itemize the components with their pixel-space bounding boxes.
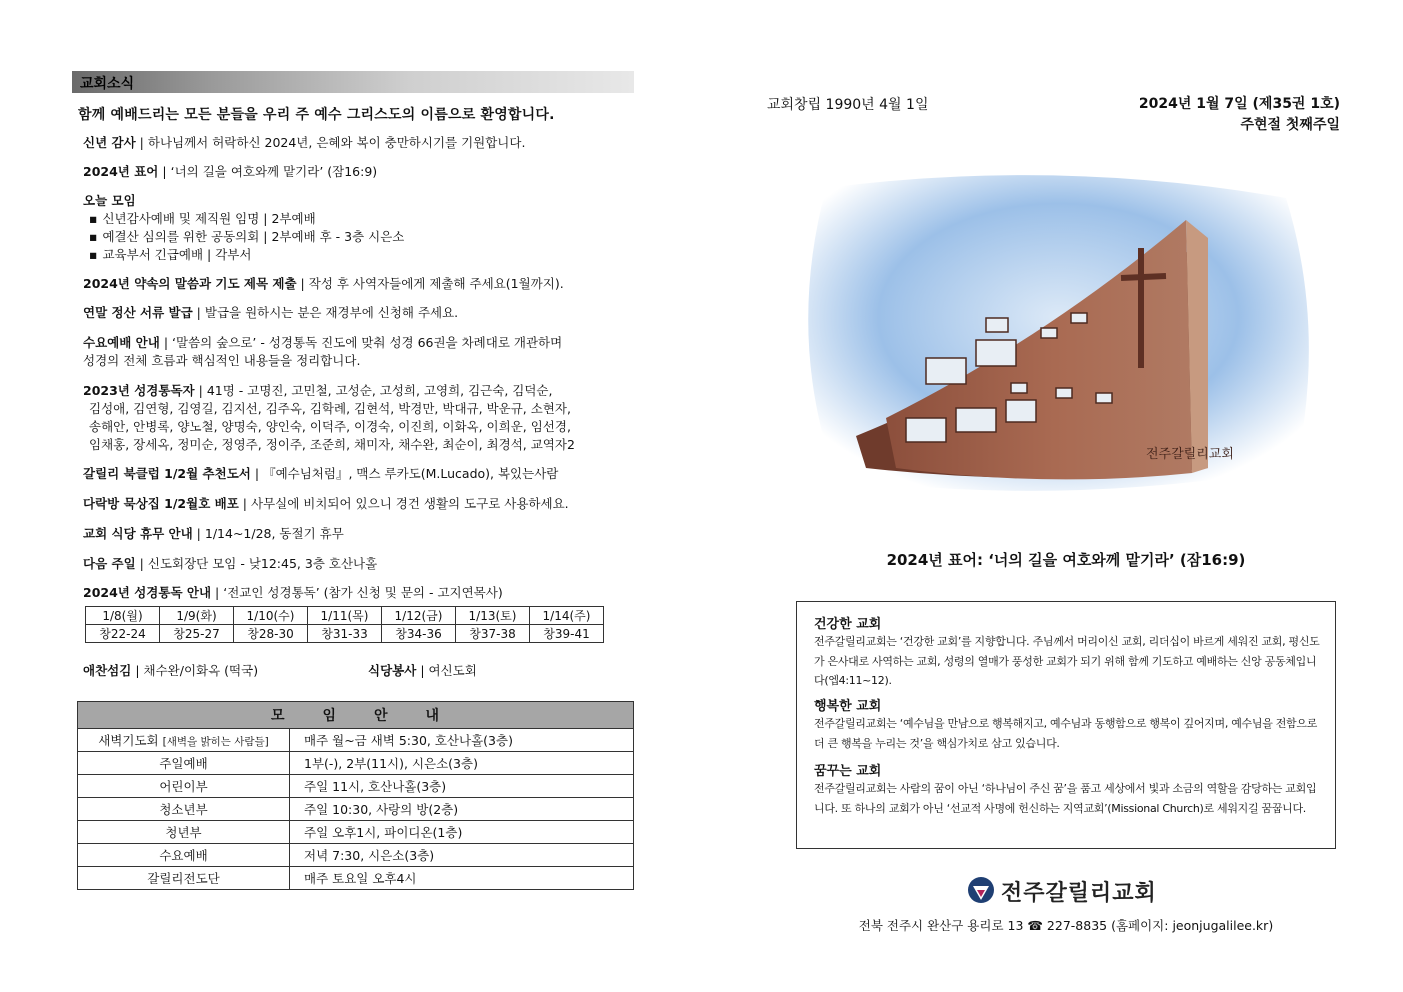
table-row: 1/8(월) 1/9(화) 1/10(수) 1/11(목) 1/12(금) 1/13(토) 1/14(주) (86, 607, 604, 625)
news-next-sunday: 다음 주일 | 신도회장단 모임 - 낮12:45, 3층 호산나홀 (83, 556, 378, 571)
welcome-message: 함께 예배드리는 모든 분들을 우리 주 예수 그리스도의 이름으로 환영합니다. (78, 107, 555, 123)
table-row: 주일예배 1부(-), 2부(11시), 시은소(3층) (78, 752, 634, 775)
news-wednesday: 수요예배 안내 | ‘말씀의 숲으로’ - 성경통독 진도에 맞춰 성경 66권을 차례대로 개관하며 성경의 전체 흐름과 핵심적인 내용들을 정리합니다. (83, 335, 563, 368)
list-item: ▪ 교육부서 긴급예배 | 각부서 (83, 246, 628, 264)
news-choir: 애찬섬김 | 채수완/이화옥 (떡국) (83, 663, 259, 678)
news-kitchen-service: 식당봉사 | 여신도회 (368, 663, 477, 678)
news-book: 갈릴리 북클럽 1/2월 추천도서 | 『예수님처럼』, 맥스 루카도(M.Lucado), 복있는사람 (83, 466, 559, 481)
news-new-year: 신년 감사 | 하나님께서 허락하신 2024년, 은혜와 복이 충만하시기를 기원합니다. (83, 135, 526, 150)
list-item: ▪ 예결산 심의를 위한 공동의회 | 2부예배 후 - 3층 시은소 (83, 228, 628, 246)
church-name: 전주갈릴리교회 (1001, 881, 1157, 906)
vision-text: 전주갈릴리교회는 ‘건강한 교회’를 지향합니다. 주님께서 머리이신 교회, 리더십이 바르게 세워진 교회, 평신도가 은사대로 사역하는 교회, 성령의 열매가 풍성한 교회가 되기 위해 함께 기도하고 예배하는 신앙 공동체입니다(엡4:11~12). (814, 635, 1320, 687)
church-address: 전북 전주시 완산구 용리로 13 ☎ 227-8835 (홈페이지: jeonjugalilee.kr) (858, 918, 1274, 933)
logo-emblem-icon (967, 876, 995, 904)
section-title: 교회소식 (80, 76, 135, 92)
news-reading: 2024년 성경통독 안내 | ‘전교인 성경통독’ (참가 신청 및 문의 - 고지연목사) (83, 585, 503, 600)
news-motto: 2024년 표어 | ‘너의 길을 여호와께 맡기라’ (잠16:9) (83, 164, 378, 179)
table-row: 청년부 주일 오후1시, 파이디온(1층) (78, 821, 634, 844)
vision-title: 꿈꾸는 교회 (814, 764, 882, 779)
meeting-table (77, 701, 634, 890)
liturgical-sunday: 주현절 첫째주일 (1240, 117, 1340, 133)
news-tax: 연말 정산 서류 발급 | 발급을 원하시는 분은 재경부에 신청해 주세요. (83, 305, 459, 320)
list-item: ▪ 신년감사예배 및 제직원 임명 | 2부예배 (83, 210, 628, 228)
founded-date: 교회창립 1990년 4월 1일 (767, 97, 929, 113)
news-devotion: 다락방 묵상집 1/2월호 배포 | 사무실에 비치되어 있으니 경건 생활의 도구로 사용하세요. (83, 496, 569, 511)
church-vision-box (796, 601, 1336, 849)
reading-schedule-table (85, 606, 604, 643)
table-row: 어린이부 주일 11시, 호산나홀(3층) (78, 775, 634, 798)
vision-title: 건강한 교회 (814, 617, 882, 632)
year-motto-verse: 2024년 표어: ‘너의 길을 여호와께 맡기라’ (잠16:9) (886, 551, 1246, 569)
church-logo (967, 876, 1157, 907)
issue-date: 2024년 1월 7일 (제35권 1호) 주현절 첫째주일 (1139, 94, 1340, 136)
building-sign: 전주갈릴리교회 (1146, 447, 1234, 462)
vision-title: 행복한 교회 (814, 699, 882, 714)
table-row: 수요예배 저녁 7:30, 시은소(3층) (78, 844, 634, 867)
news-readers: 2023년 성경통독자 | 41명 - 고명진, 고민철, 고성순, 고성희, 고영희, 김근숙, 김덕순, 김성애, 김연형, 김영길, 김지선, 김주옥, 김학례, 김현석, 박경만, 박대규, 박운규, 소현자, 송해안, 안병록, 양노철, 양명숙, 양인숙, 이덕주, 이경숙, 이진희, 이화옥, 이희운, 임선경, 임채홍, 장세옥, 정미순, 정영주, 정이주, 조준희, 채미자, 채수완, 최순이, 최경석, 교역자2 (83, 383, 575, 452)
section-header-bar (72, 71, 634, 93)
table-row: 갈릴리전도단 매주 토요일 오후4시 (78, 867, 634, 890)
church-building-illustration (796, 168, 1318, 498)
table-row: 창22-24 창25-27 창28-30 창31-33 창34-36 창37-38 창39-41 (86, 625, 604, 643)
vision-text: 전주갈릴리교회는 ‘예수님을 만남으로 행복해지고, 예수님과 동행함으로 행복이 깊어지며, 예수님을 전함으로 더 큰 행복을 누리는 것’을 핵심가치로 삼고 있습니다. (814, 717, 1318, 750)
meeting-table-title: 모임안내 (78, 702, 634, 729)
vision-text: 전주갈릴리교회는 사람의 꿈이 아닌 ‘하나님이 주신 꿈’을 품고 세상에서 빛과 소금의 역할을 감당하는 교회입니다. 또 하나의 교회가 아닌 ‘선교적 사명에 헌신하는 지역교회’(Missional Church)로 세워지길 꿈꿉니다. (814, 782, 1317, 815)
table-row: 새벽기도회 [새벽을 밝히는 사람들] 매주 월~금 새벽 5:30, 호산나홀(3층) (78, 729, 634, 752)
news-prayer: 2024년 약속의 말씀과 기도 제목 제출 | 작성 후 사역자들에게 제출해 주세요(1월까지). (83, 276, 564, 291)
news-today-meetings: 오늘 모임 ▪ 신년감사예배 및 제직원 임명 | 2부예배 ▪ 예결산 심의를 위한 공동의회 | 2부예배 후 - 3층 시은소 ▪ 교육부서 긴급예배 | 각부서 (83, 192, 628, 264)
news-cafeteria: 교회 식당 휴무 안내 | 1/14~1/28, 동절기 휴무 (83, 526, 344, 541)
table-row: 청소년부 주일 10:30, 사랑의 방(2층) (78, 798, 634, 821)
